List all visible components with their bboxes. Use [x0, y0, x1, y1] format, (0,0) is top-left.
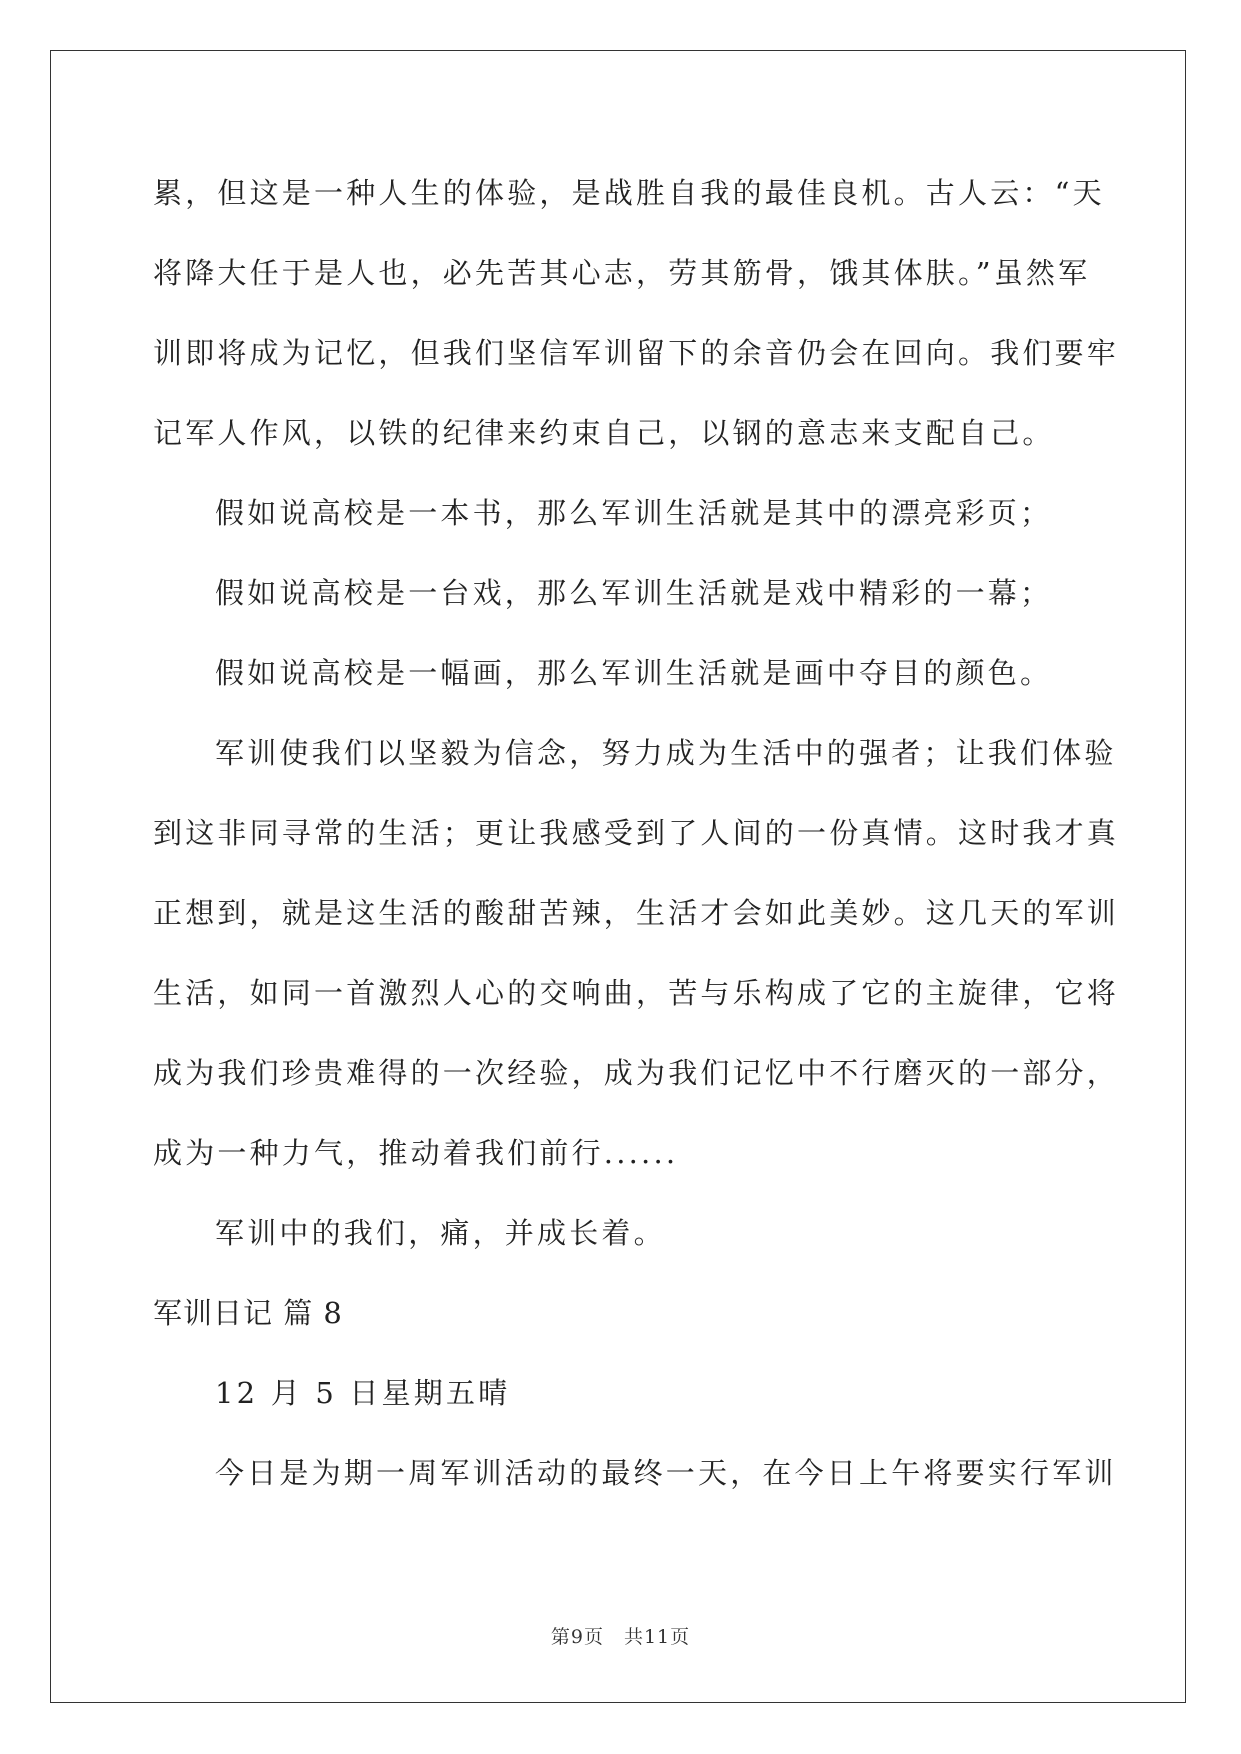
text-line-8: 军训使我们以坚毅为信念，努力成为生活中的强者；让我们体验: [215, 736, 1117, 770]
text-line-2: 将降大任于是人也，必先苦其心志，劳其筋骨，饿其体肤。”虽然军: [153, 256, 1091, 290]
text-line-13: 成为一种力气，推动着我们前行......: [153, 1136, 679, 1170]
text-line-6: 假如说高校是一台戏，那么军训生活就是戏中精彩的一幕；: [215, 576, 1053, 610]
text-line-10: 正想到，就是这生活的酸甜苦辣，生活才会如此美妙。这几天的军训: [153, 896, 1120, 930]
text-line-4: 记军人作风，以铁的纪律来约束自己，以钢的意志来支配自己。: [153, 416, 1055, 450]
section-heading: 军训日记 篇 8: [153, 1296, 343, 1330]
document-body: [153, 166, 1120, 1526]
text-line-12: 成为我们珍贵难得的一次经验，成为我们记忆中不行磨灭的一部分，: [153, 1056, 1120, 1090]
text-line-9: 到这非同寻常的生活；更让我感受到了人间的一份真情。这时我才真: [153, 816, 1120, 850]
text-line-14: 军训中的我们，痛，并成长着。: [215, 1216, 666, 1250]
text-line-11: 生活，如同一首激烈人心的交响曲，苦与乐构成了它的主旋律，它将: [153, 976, 1120, 1010]
diary-date-line: 12 月 5 日星期五晴: [215, 1376, 511, 1410]
text-line-17: 今日是为期一周军训活动的最终一天，在今日上午将要实行军训: [215, 1456, 1117, 1490]
text-line-7: 假如说高校是一幅画，那么军训生活就是画中夺目的颜色。: [215, 656, 1053, 690]
text-line-1: 累，但这是一种人生的体验，是战胜自我的最佳良机。古人云：“天: [153, 176, 1105, 210]
text-line-3: 训即将成为记忆，但我们坚信军训留下的余音仍会在回向。我们要牢: [153, 336, 1120, 370]
page-number-footer: 第9页 共11页: [550, 1626, 691, 1648]
text-line-5: 假如说高校是一本书，那么军训生活就是其中的漂亮彩页；: [215, 496, 1053, 530]
